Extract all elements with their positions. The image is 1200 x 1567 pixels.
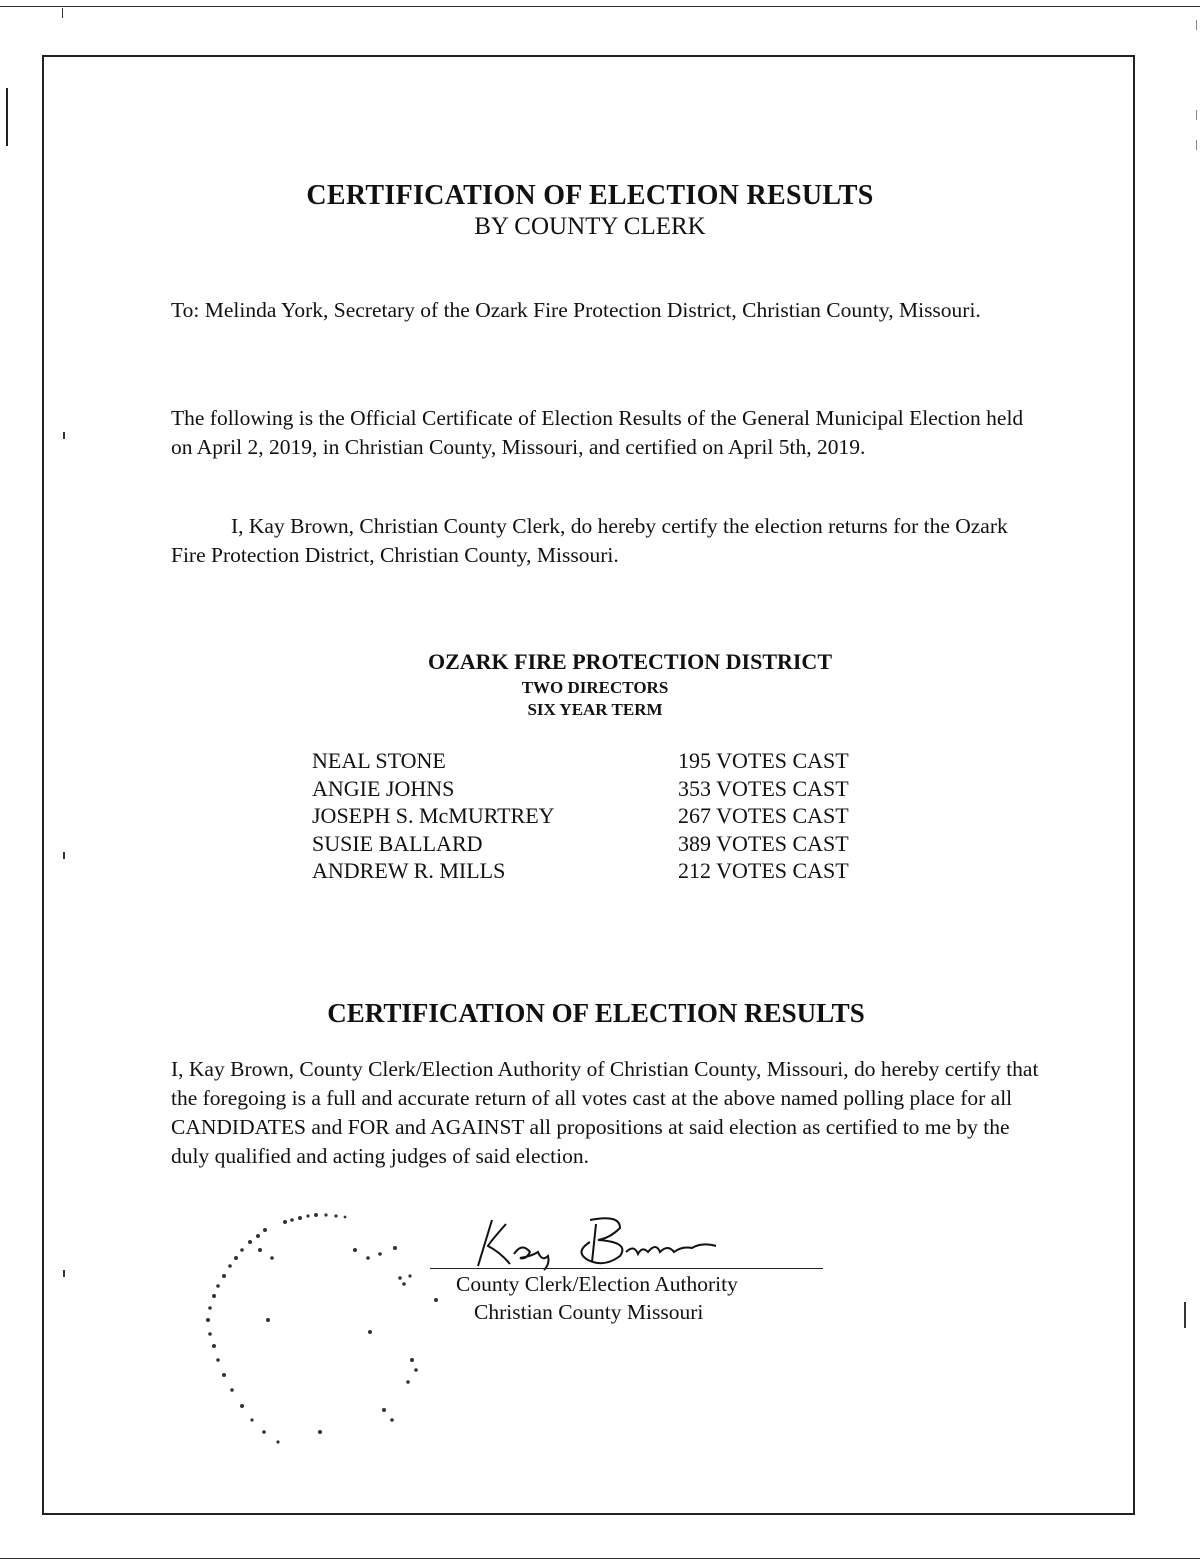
scan-dash xyxy=(1196,20,1197,30)
scan-edge-mark-right xyxy=(1184,1302,1186,1328)
certification-text: I, Kay Brown, County Clerk/Election Authority of Christian County, Missouri, do hereby certify that the foregoing is a full and accurate return of all votes cast at the above named polling place for all CANDIDATES and FOR and AGAINST all propositions at said election as certified to me by the duly qualified and acting judges of said election. xyxy=(171,1057,1039,1168)
scan-border-top xyxy=(0,6,1200,7)
candidate-name: ANDREW R. MILLS xyxy=(312,858,506,883)
candidate-name: ANGIE JOHNS xyxy=(312,775,455,801)
result-row xyxy=(312,803,872,831)
vote-count: 389 VOTES CAST xyxy=(678,830,849,856)
candidate-name: SUSIE BALLARD xyxy=(312,830,483,856)
county-seal xyxy=(190,1210,450,1470)
scan-dash xyxy=(1196,140,1197,150)
signatory-county: Christian County Missouri xyxy=(474,1300,704,1324)
vote-count: 267 VOTES CAST xyxy=(678,803,849,828)
scan-dash xyxy=(1196,110,1197,120)
certify-intro-paragraph xyxy=(171,512,1031,570)
intro-text: The following is the Official Certificate of Election Results of the General Municipal Election held on April 2, 2019, in Christian County, Missouri, and certified on April 5th, 2019. xyxy=(171,406,1024,459)
result-row xyxy=(312,831,872,859)
term-heading: SIX YEAR TERM xyxy=(527,700,663,719)
vote-count: 353 VOTES CAST xyxy=(678,775,849,801)
vote-count: 195 VOTES CAST xyxy=(678,748,849,773)
signature-line xyxy=(430,1268,823,1269)
results-list xyxy=(312,748,872,886)
certification-paragraph xyxy=(171,1055,1041,1171)
result-row xyxy=(312,858,872,886)
candidate-name: JOSEPH S. McMURTREY xyxy=(312,803,555,828)
certify-intro-text: I, Kay Brown, Christian County Clerk, do hereby certify the election returns for the Ozark Fire Protection District, Christian County, Missouri. xyxy=(171,514,1008,567)
signatory-title: County Clerk/Election Authority xyxy=(456,1272,738,1296)
vote-count: 212 VOTES CAST xyxy=(678,858,849,883)
intro-paragraph xyxy=(171,404,1031,462)
certification-title: CERTIFICATION OF ELECTION RESULTS xyxy=(327,998,865,1028)
scan-tick-mark xyxy=(62,8,63,18)
clerk-signature xyxy=(470,1212,730,1272)
address-text: To: Melinda York, Secretary of the Ozark Fire Protection District, Christian County, Missouri. xyxy=(171,298,981,322)
district-heading: OZARK FIRE PROTECTION DISTRICT xyxy=(427,649,832,674)
scan-edge-mark xyxy=(6,88,8,146)
candidate-name: NEAL STONE xyxy=(312,748,446,773)
result-row xyxy=(312,748,872,776)
scan-border-bottom xyxy=(0,1558,1200,1559)
document-title: CERTIFICATION OF ELECTION RESULTS xyxy=(306,180,874,211)
result-row xyxy=(312,776,872,804)
address-line xyxy=(171,296,1031,325)
document-subtitle: BY COUNTY CLERK xyxy=(474,213,706,240)
office-heading: TWO DIRECTORS xyxy=(521,678,669,697)
